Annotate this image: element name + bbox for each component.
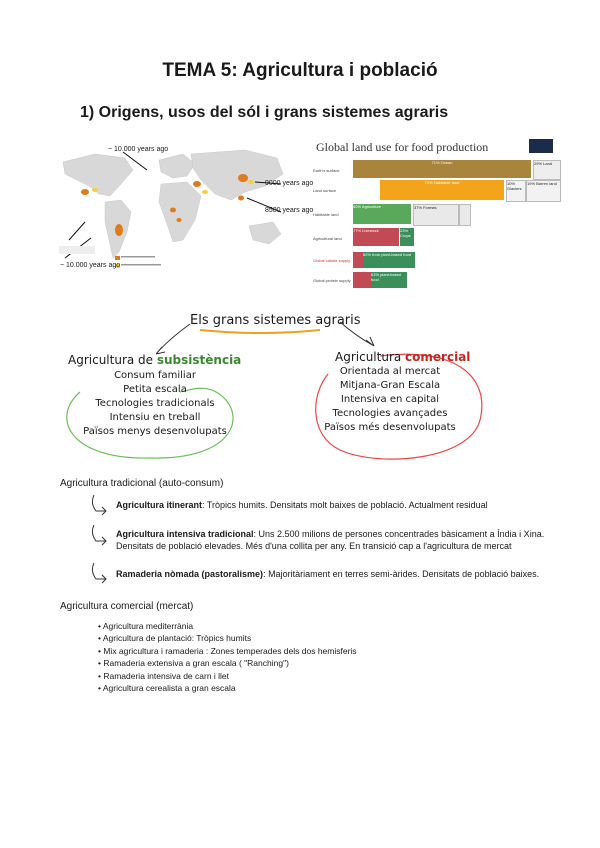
traditional-item: Ramaderia nòmada (pastoralisme): Majoritàriament en terres semi-àrides. Densitats de població baixes. (116, 569, 540, 579)
bar-segment: 10% Glaciers (506, 180, 526, 202)
bar-segment (459, 204, 471, 226)
bullet-item: • Agricultura cerealista a gran escala (98, 683, 236, 693)
origin-area (177, 218, 182, 222)
origin-area (170, 208, 176, 213)
list-item: Mitjana-Gran Escala (339, 380, 441, 391)
bullet-item: • Ramaderia extensiva a gran escala ( "Ranching") (98, 658, 289, 668)
map-label: 9000 years ago (265, 180, 314, 187)
list-item: Intensiu en treball (109, 412, 201, 423)
systems-heading: Els grans sistemes agraris (190, 313, 361, 328)
bar-segment: 82% from plant-based food (363, 252, 415, 268)
row-label: Habitable land (313, 212, 339, 217)
land-use-figure (305, 136, 561, 292)
bar-segment: 23% Crops (400, 228, 414, 246)
bar-segment: 71% Ocean (353, 160, 531, 178)
bullet-item: • Agricultura de plantació: Tròpics humits (98, 633, 252, 643)
bar-segment: 29% Land (533, 160, 561, 180)
row-label: Land surface (313, 188, 337, 193)
traditional-item: Agricultura intensiva tradicional: Uns 2.500 milions de persones concentrades bàsicament a Índia i Xina. Densitats de població elevades. Més d'una collita per any. En transició cap a l'agricultura de mercat (116, 529, 545, 551)
map-label: ~ 10.000 years ago (60, 262, 121, 269)
list-item: Tecnologies tradicionals (95, 398, 215, 409)
commercial-heading: Agricultura comercial (335, 350, 471, 364)
origin-area (193, 181, 201, 187)
bullet-item: • Agricultura mediterrània (98, 621, 194, 631)
logo (529, 139, 553, 153)
productive-area (202, 190, 208, 194)
list-item: Orientada al mercat (339, 366, 441, 377)
list-item: Consum familiar (114, 370, 196, 381)
productive-area (248, 180, 254, 184)
page-title: TEMA 5: Agricultura i població (162, 60, 438, 81)
list-item: Països menys desenvolupats (83, 426, 227, 437)
row-label: Global protein supply (313, 278, 351, 283)
list-item: Tecnologies avançades (332, 408, 448, 419)
bracket-arrows (90, 493, 112, 593)
row-label: Global calorie supply (313, 258, 351, 263)
list-item: Països més desenvolupats (324, 422, 456, 433)
bar-segment (353, 272, 371, 288)
origin-area (81, 189, 89, 195)
world-map-figure (55, 140, 295, 275)
bar-segment: 37% Forests (413, 204, 459, 226)
map-label: ~ 10.000 years ago (108, 146, 169, 153)
list-item: Intensiva en capital (340, 394, 440, 405)
origin-area (238, 174, 248, 182)
bullet-item: • Mix agricultura i ramaderia : Zones temperades dels dos hemisferis (98, 646, 357, 656)
origin-area (115, 224, 123, 236)
map-label: 8500 years ago (265, 207, 314, 214)
commercial-list-heading: Agricultura comercial (mercat) (60, 601, 194, 612)
bar-segment: 19% Barren land (526, 180, 561, 202)
figure-title: Global land use for food production (316, 140, 489, 154)
traditional-heading: Agricultura tradicional (auto-consum) (60, 478, 224, 489)
productive-area (92, 188, 98, 192)
row-label: Agricultural land (313, 236, 342, 241)
bar-segment: 63% plant-based food (371, 272, 407, 288)
bar-segment (353, 252, 363, 268)
bar-segment: 50% Agriculture (353, 204, 411, 224)
bullet-item: • Ramaderia intensiva de carn i llet (98, 671, 230, 681)
traditional-item: Agricultura itinerant: Tròpics humits. Densitats molt baixes de població. Actualment residual (116, 500, 488, 510)
origin-area (238, 196, 244, 201)
bar-segment: 77% Livestock (353, 228, 399, 246)
bar-segment: 71% Habitable land (380, 180, 504, 200)
subsistence-heading: Agricultura de subsistència (68, 353, 242, 367)
list-item: Petita escala (123, 384, 187, 395)
row-label: Earth's surface (313, 168, 340, 173)
section-heading: 1) Origens, usos del sól i grans sistemes agraris (80, 104, 449, 121)
